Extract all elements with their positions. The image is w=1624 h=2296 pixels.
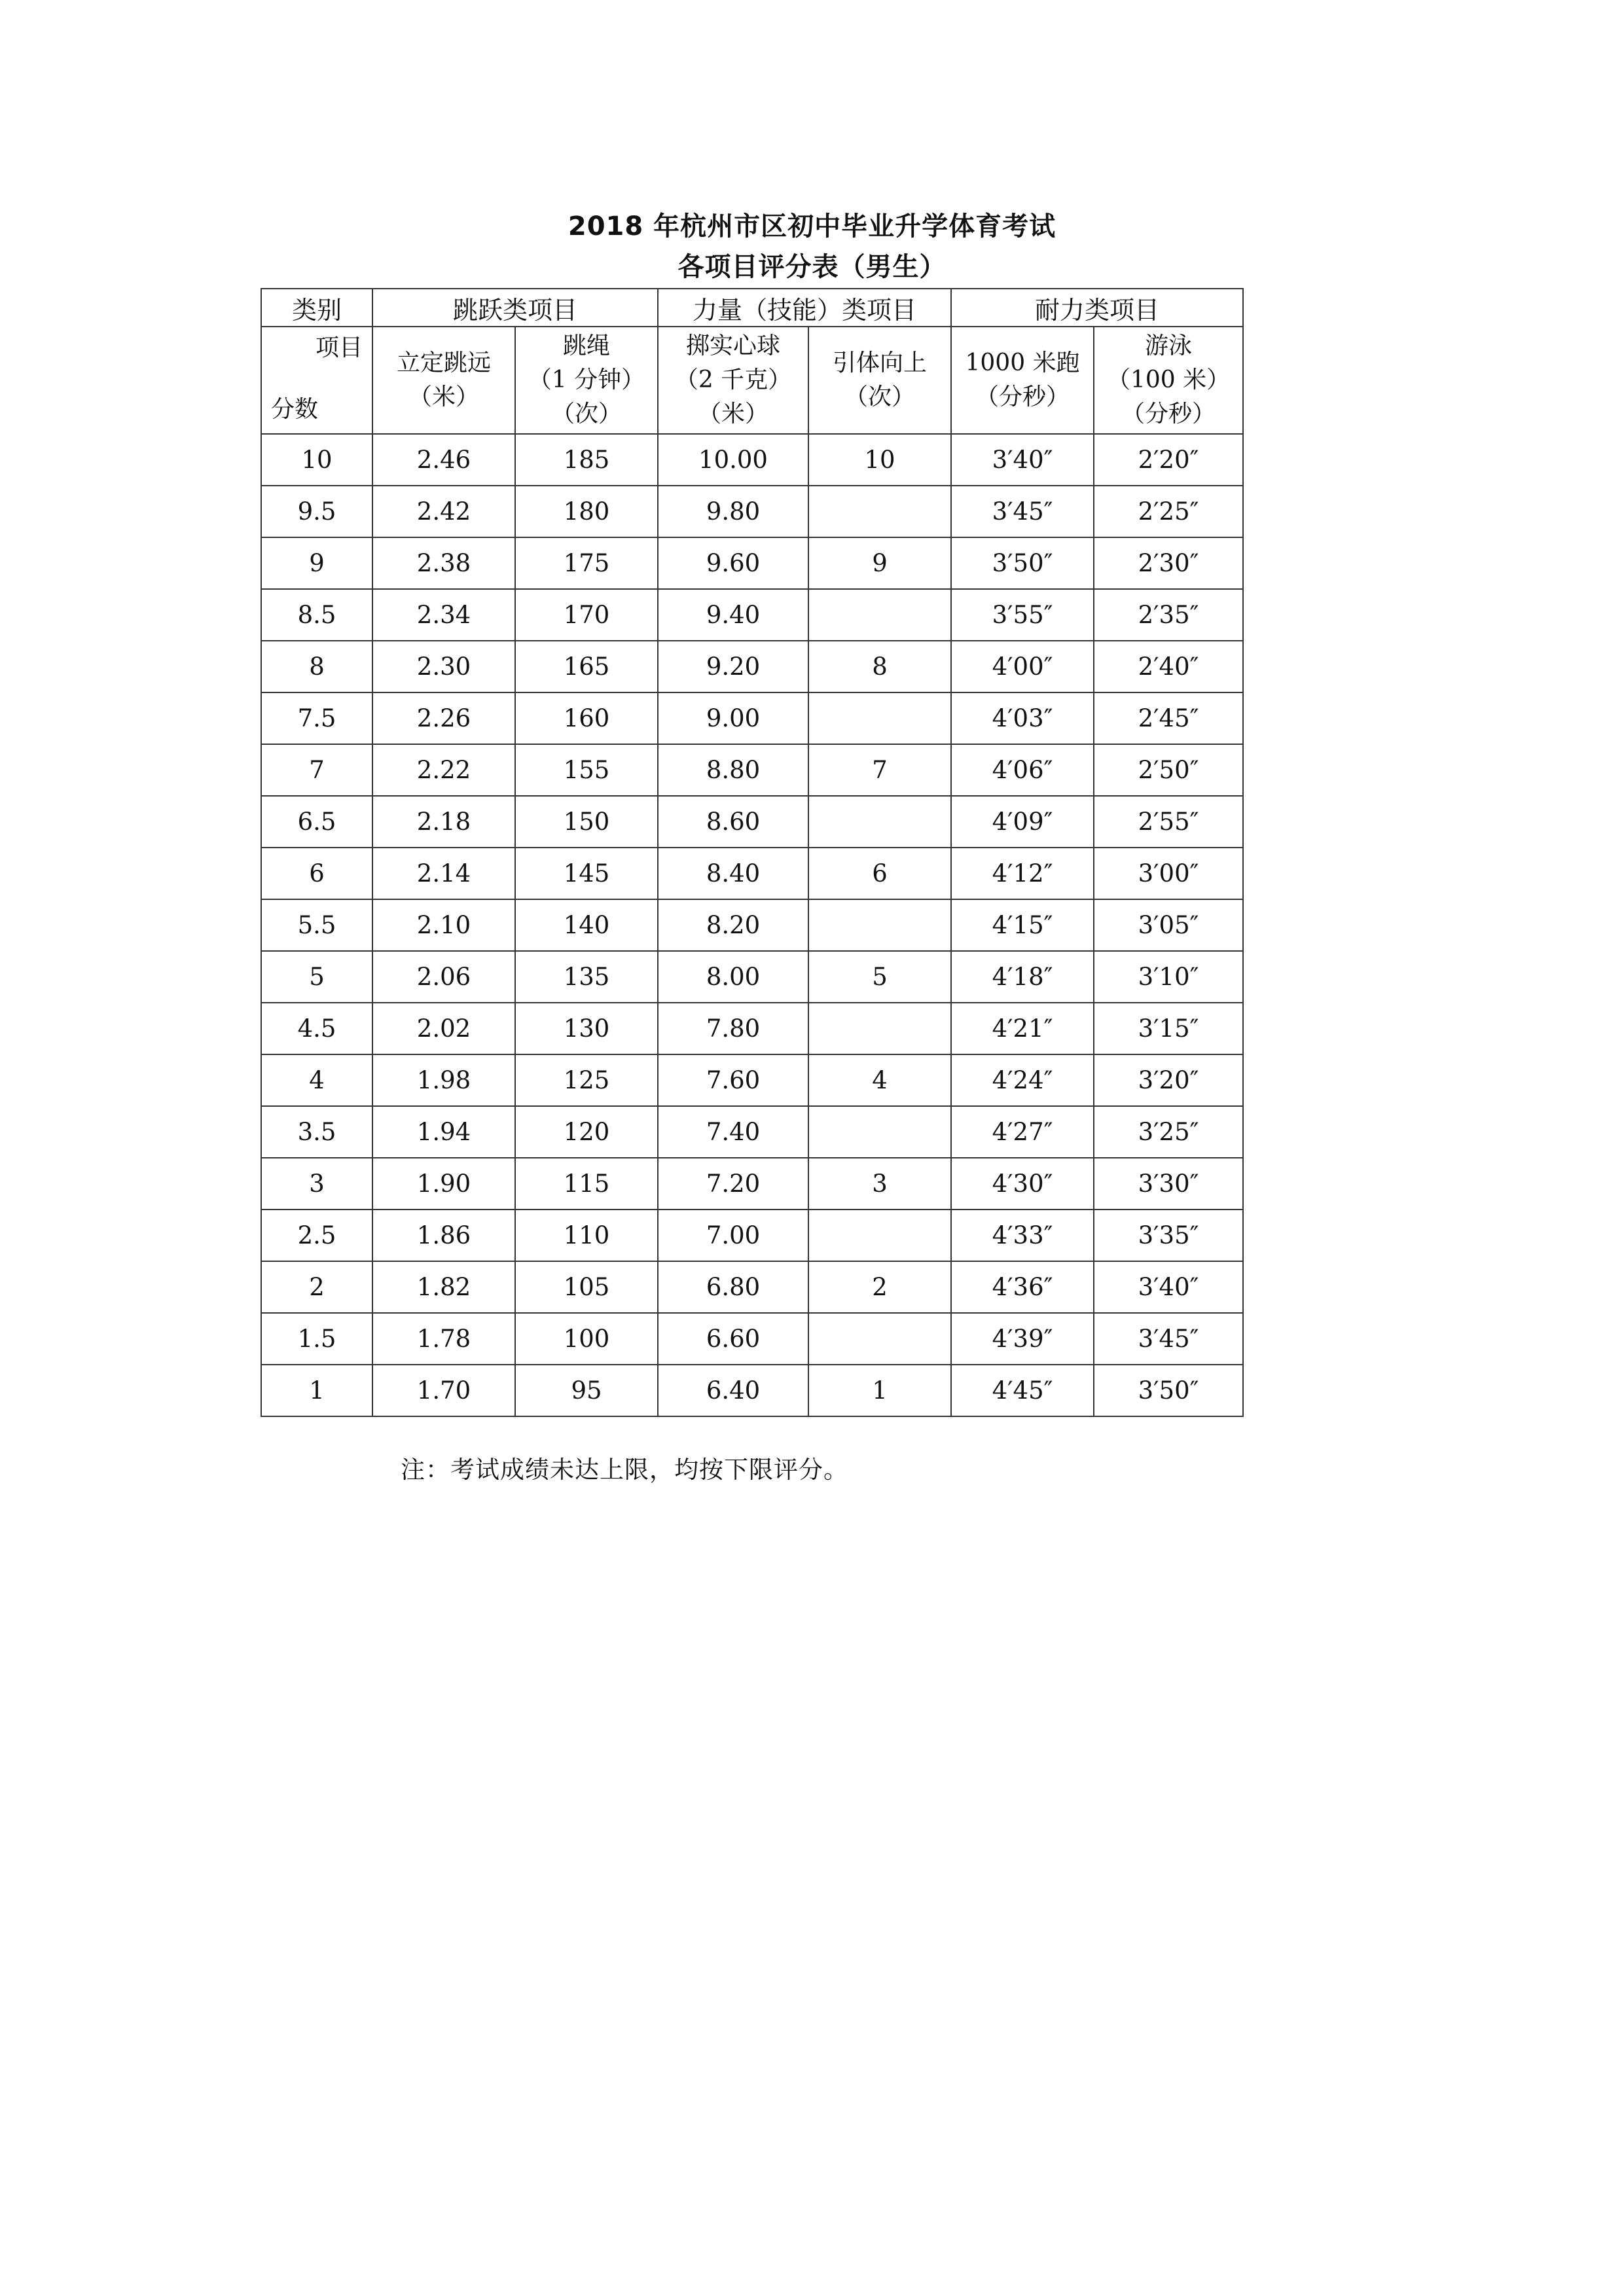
header-pullup-name: 引体向上 [833, 350, 928, 376]
long-jump-cell: 1.78 [372, 1313, 515, 1365]
ball-cell: 8.00 [658, 951, 808, 1003]
corner-item-label: 项目 [315, 334, 363, 361]
header-run-name: 1000 米跑 [965, 350, 1080, 376]
run-cell: 3′55″ [951, 589, 1094, 641]
long-jump-cell: 2.46 [372, 434, 515, 486]
swim-cell: 3′35″ [1094, 1210, 1243, 1261]
score-cell: 7.5 [261, 692, 372, 744]
item-header-row [261, 327, 1243, 434]
run-cell: 4′09″ [951, 796, 1094, 848]
rope-cell: 125 [515, 1054, 658, 1106]
score-cell: 4 [261, 1054, 372, 1106]
pullup-cell [808, 1210, 951, 1261]
header-ball-name: 掷实心球 [686, 332, 781, 359]
header-rope-name: 跳绳 [563, 332, 611, 359]
title-line-1: 2018 年杭州市区初中毕业升学体育考试 [568, 211, 1056, 242]
ball-cell: 9.20 [658, 641, 808, 692]
table-row [261, 848, 1243, 899]
score-cell: 8 [261, 641, 372, 692]
document-title [0, 206, 1624, 287]
score-cell: 4.5 [261, 1003, 372, 1054]
pullup-cell: 8 [808, 641, 951, 692]
swim-cell: 3′00″ [1094, 848, 1243, 899]
pullup-cell [808, 796, 951, 848]
rope-cell: 100 [515, 1313, 658, 1365]
pullup-cell: 9 [808, 537, 951, 589]
score-cell: 9 [261, 537, 372, 589]
run-cell: 4′21″ [951, 1003, 1094, 1054]
header-swim-distance: （100 米） [1106, 367, 1231, 393]
swim-cell: 2′25″ [1094, 486, 1243, 537]
header-swim [1094, 327, 1243, 434]
ball-cell: 7.60 [658, 1054, 808, 1106]
swim-cell: 3′30″ [1094, 1158, 1243, 1210]
run-cell: 4′24″ [951, 1054, 1094, 1106]
rope-cell: 105 [515, 1261, 658, 1313]
run-cell: 4′06″ [951, 744, 1094, 796]
score-cell: 3.5 [261, 1106, 372, 1158]
run-cell: 4′18″ [951, 951, 1094, 1003]
table-row [261, 899, 1243, 951]
table-row [261, 641, 1243, 692]
table-row [261, 589, 1243, 641]
run-cell: 4′36″ [951, 1261, 1094, 1313]
long-jump-cell: 2.18 [372, 796, 515, 848]
swim-cell: 2′55″ [1094, 796, 1243, 848]
rope-cell: 160 [515, 692, 658, 744]
long-jump-cell: 2.02 [372, 1003, 515, 1054]
scoring-table [261, 288, 1244, 1417]
ball-cell: 7.00 [658, 1210, 808, 1261]
ball-cell: 9.00 [658, 692, 808, 744]
run-cell: 4′39″ [951, 1313, 1094, 1365]
header-ball-unit: （米） [698, 401, 769, 427]
pullup-cell: 5 [808, 951, 951, 1003]
swim-cell: 3′20″ [1094, 1054, 1243, 1106]
corner-score-label: 分数 [271, 396, 319, 423]
table-row [261, 486, 1243, 537]
long-jump-cell: 1.86 [372, 1210, 515, 1261]
table-row [261, 434, 1243, 486]
pullup-cell [808, 589, 951, 641]
ball-cell: 10.00 [658, 434, 808, 486]
rope-cell: 110 [515, 1210, 658, 1261]
swim-cell: 2′30″ [1094, 537, 1243, 589]
footnote: 注：考试成绩未达上限，均按下限评分。 [401, 1456, 848, 1484]
rope-cell: 170 [515, 589, 658, 641]
rope-cell: 130 [515, 1003, 658, 1054]
pullup-cell: 2 [808, 1261, 951, 1313]
pullup-cell: 6 [808, 848, 951, 899]
swim-cell: 2′40″ [1094, 641, 1243, 692]
table-row [261, 744, 1243, 796]
score-cell: 10 [261, 434, 372, 486]
swim-cell: 3′45″ [1094, 1313, 1243, 1365]
table-body [261, 434, 1243, 1416]
long-jump-cell: 1.90 [372, 1158, 515, 1210]
run-cell: 4′03″ [951, 692, 1094, 744]
rope-cell: 155 [515, 744, 658, 796]
swim-cell: 3′50″ [1094, 1365, 1243, 1416]
table-row [261, 1106, 1243, 1158]
score-cell: 1 [261, 1365, 372, 1416]
long-jump-cell: 1.98 [372, 1054, 515, 1106]
swim-cell: 3′25″ [1094, 1106, 1243, 1158]
pullup-cell: 4 [808, 1054, 951, 1106]
header-rope-duration: （1 分钟） [528, 367, 645, 393]
rope-cell: 175 [515, 537, 658, 589]
ball-cell: 6.40 [658, 1365, 808, 1416]
rope-cell: 120 [515, 1106, 658, 1158]
long-jump-cell: 2.22 [372, 744, 515, 796]
category-header-row [261, 289, 1243, 327]
header-pullup [808, 327, 951, 434]
table-row [261, 692, 1243, 744]
long-jump-cell: 2.34 [372, 589, 515, 641]
ball-cell: 6.60 [658, 1313, 808, 1365]
table-row [261, 1054, 1243, 1106]
rope-cell: 180 [515, 486, 658, 537]
score-cell: 8.5 [261, 589, 372, 641]
table-row [261, 1313, 1243, 1365]
run-cell: 4′33″ [951, 1210, 1094, 1261]
long-jump-cell: 1.94 [372, 1106, 515, 1158]
score-cell: 5 [261, 951, 372, 1003]
table-row [261, 1003, 1243, 1054]
header-ball-weight: （2 千克） [674, 367, 792, 393]
score-cell: 6 [261, 848, 372, 899]
long-jump-cell: 2.30 [372, 641, 515, 692]
ball-cell: 8.40 [658, 848, 808, 899]
score-cell: 9.5 [261, 486, 372, 537]
long-jump-cell: 2.26 [372, 692, 515, 744]
long-jump-cell: 1.70 [372, 1365, 515, 1416]
rope-cell: 135 [515, 951, 658, 1003]
pullup-cell: 1 [808, 1365, 951, 1416]
pullup-cell: 7 [808, 744, 951, 796]
long-jump-cell: 2.14 [372, 848, 515, 899]
long-jump-cell: 2.06 [372, 951, 515, 1003]
pullup-cell [808, 486, 951, 537]
run-cell: 4′30″ [951, 1158, 1094, 1210]
table-row [261, 1261, 1243, 1313]
run-cell: 4′12″ [951, 848, 1094, 899]
rope-cell: 140 [515, 899, 658, 951]
ball-cell: 7.80 [658, 1003, 808, 1054]
run-cell: 3′40″ [951, 434, 1094, 486]
pullup-cell: 10 [808, 434, 951, 486]
table-row [261, 1158, 1243, 1210]
rope-cell: 95 [515, 1365, 658, 1416]
score-cell: 7 [261, 744, 372, 796]
rope-cell: 115 [515, 1158, 658, 1210]
table-row [261, 796, 1243, 848]
header-rope-unit: （次） [551, 401, 623, 427]
swim-cell: 2′45″ [1094, 692, 1243, 744]
long-jump-cell: 2.42 [372, 486, 515, 537]
header-swim-unit: （分秒） [1121, 401, 1216, 427]
pullup-cell [808, 1313, 951, 1365]
header-pullup-unit: （次） [844, 384, 916, 410]
table-row [261, 1365, 1243, 1416]
run-cell: 4′27″ [951, 1106, 1094, 1158]
category-jump: 跳跃类项目 [372, 289, 658, 327]
ball-cell: 9.40 [658, 589, 808, 641]
swim-cell: 2′20″ [1094, 434, 1243, 486]
run-cell: 4′45″ [951, 1365, 1094, 1416]
rope-cell: 145 [515, 848, 658, 899]
swim-cell: 2′35″ [1094, 589, 1243, 641]
long-jump-cell: 2.10 [372, 899, 515, 951]
category-label: 类别 [261, 289, 372, 327]
pullup-cell [808, 692, 951, 744]
ball-cell: 7.20 [658, 1158, 808, 1210]
ball-cell: 8.80 [658, 744, 808, 796]
ball-cell: 6.80 [658, 1261, 808, 1313]
title-line-2: 各项目评分表（男生） [677, 252, 947, 282]
ball-cell: 9.80 [658, 486, 808, 537]
pullup-cell [808, 1003, 951, 1054]
ball-cell: 9.60 [658, 537, 808, 589]
swim-cell: 3′05″ [1094, 899, 1243, 951]
header-long-jump-name: 立定跳远 [396, 350, 491, 376]
header-long-jump-unit: （米） [408, 384, 479, 410]
header-swim-name: 游泳 [1145, 332, 1193, 359]
category-endurance: 耐力类项目 [951, 289, 1243, 327]
table-row [261, 537, 1243, 589]
score-cell: 3 [261, 1158, 372, 1210]
category-strength: 力量（技能）类项目 [658, 289, 951, 327]
score-cell: 2.5 [261, 1210, 372, 1261]
ball-cell: 7.40 [658, 1106, 808, 1158]
header-ball [658, 327, 808, 434]
ball-cell: 8.20 [658, 899, 808, 951]
run-cell: 3′50″ [951, 537, 1094, 589]
long-jump-cell: 1.82 [372, 1261, 515, 1313]
score-cell: 2 [261, 1261, 372, 1313]
rope-cell: 150 [515, 796, 658, 848]
score-cell: 1.5 [261, 1313, 372, 1365]
pullup-cell [808, 1106, 951, 1158]
header-long-jump [372, 327, 515, 434]
header-run-unit: （分秒） [975, 384, 1070, 410]
pullup-cell: 3 [808, 1158, 951, 1210]
table-row [261, 1210, 1243, 1261]
run-cell: 4′15″ [951, 899, 1094, 951]
score-cell: 6.5 [261, 796, 372, 848]
pullup-cell [808, 899, 951, 951]
run-cell: 3′45″ [951, 486, 1094, 537]
rope-cell: 165 [515, 641, 658, 692]
swim-cell: 3′40″ [1094, 1261, 1243, 1313]
run-cell: 4′00″ [951, 641, 1094, 692]
swim-cell: 3′10″ [1094, 951, 1243, 1003]
swim-cell: 3′15″ [1094, 1003, 1243, 1054]
corner-header-cell [261, 327, 372, 434]
rope-cell: 185 [515, 434, 658, 486]
ball-cell: 8.60 [658, 796, 808, 848]
table-row [261, 951, 1243, 1003]
header-run [951, 327, 1094, 434]
long-jump-cell: 2.38 [372, 537, 515, 589]
header-rope [515, 327, 658, 434]
swim-cell: 2′50″ [1094, 744, 1243, 796]
score-cell: 5.5 [261, 899, 372, 951]
